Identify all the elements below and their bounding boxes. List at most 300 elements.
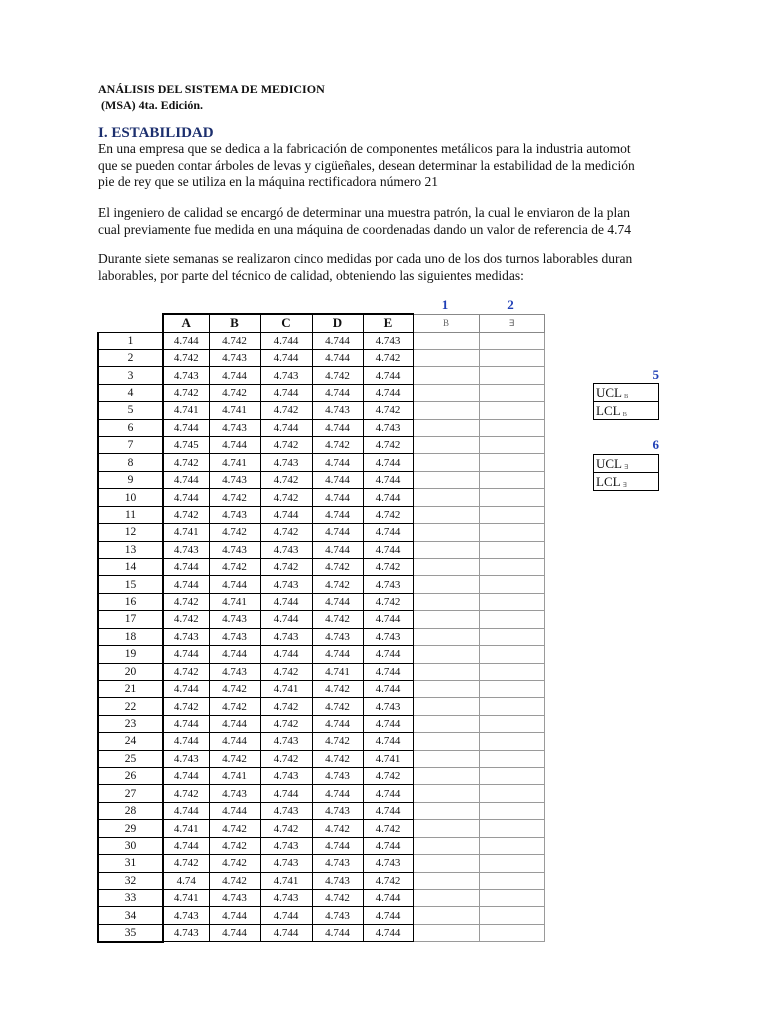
measurement-cell: 4.744 [260, 611, 312, 628]
limit-label: UCL [596, 384, 622, 400]
measurement-cell: 4.742 [163, 506, 209, 523]
measurement-cell: 4.744 [312, 419, 363, 436]
header-row [98, 314, 544, 332]
limits-marker-6: 6 [652, 437, 659, 452]
measurement-cell: 4.745 [163, 437, 209, 454]
measurement-cell: 4.741 [163, 524, 209, 541]
measurement-cell: 4.742 [209, 698, 260, 715]
measurement-cell: 4.744 [312, 471, 363, 488]
table-row [98, 698, 544, 715]
table-row [98, 715, 544, 732]
column-header-xbar: B [413, 314, 479, 332]
measurement-cell: 4.742 [260, 715, 312, 732]
measurement-cell: 4.742 [209, 750, 260, 767]
measurement-cell: 4.742 [163, 454, 209, 471]
range-cell [479, 332, 544, 349]
range-cell [479, 680, 544, 697]
xbar-cell [413, 506, 479, 523]
measurement-cell: 4.744 [209, 907, 260, 924]
table-row [98, 558, 544, 575]
measurement-cell: 4.741 [209, 768, 260, 785]
measurement-cell: 4.742 [209, 820, 260, 837]
measurement-cell: 4.742 [363, 558, 413, 575]
measurement-cell: 4.743 [163, 541, 209, 558]
measurement-cell: 4.744 [163, 715, 209, 732]
measurement-cell: 4.744 [260, 506, 312, 523]
measurement-cell: 4.744 [163, 646, 209, 663]
measurement-cell: 4.743 [209, 349, 260, 366]
table-row [98, 785, 544, 802]
measurement-cell: 4.743 [260, 733, 312, 750]
measurement-cell: 4.743 [209, 663, 260, 680]
measurement-cell: 4.744 [363, 890, 413, 907]
paragraph-line: pie de rey que se utiliza en la máquina rectificadora número 21 [98, 174, 438, 190]
range-cell [479, 419, 544, 436]
measurement-cell: 4.744 [209, 715, 260, 732]
measurement-cell: 4.742 [260, 524, 312, 541]
measurement-cell: 4.744 [260, 785, 312, 802]
paragraph-line: El ingeniero de calidad se encargó de determinar una muestra patrón, la cual le enviaron de la plan [98, 205, 631, 220]
measurement-cell: 4.742 [260, 437, 312, 454]
row-number-cell: 33 [98, 890, 163, 907]
measurement-cell: 4.742 [260, 558, 312, 575]
measurement-cell: 4.744 [363, 802, 413, 819]
paragraph-line: Durante siete semanas se realizaron cinco medidas por cada uno de los dos turnos laborables duran [98, 251, 633, 266]
measurement-cell: 4.743 [163, 628, 209, 645]
column-marker-2: 2 [507, 297, 514, 312]
column-header-range: ∃ [479, 314, 544, 332]
column-header-e: E [363, 314, 413, 332]
range-cell [479, 890, 544, 907]
column-header-c: C [260, 314, 312, 332]
xbar-cell [413, 680, 479, 697]
measurement-cell: 4.743 [209, 890, 260, 907]
row-number-cell: 4 [98, 384, 163, 401]
measurement-cell: 4.743 [312, 768, 363, 785]
xbar-cell [413, 454, 479, 471]
table-row [98, 628, 544, 645]
measurement-cell: 4.744 [363, 384, 413, 401]
range-cell [479, 506, 544, 523]
document-subtitle: (MSA) 4ta. Edición. [98, 98, 203, 112]
measurement-cell: 4.742 [163, 384, 209, 401]
measurement-cell: 4.742 [209, 489, 260, 506]
measurement-cell: 4.743 [260, 367, 312, 384]
xbar-cell [413, 419, 479, 436]
measurement-cell: 4.744 [363, 367, 413, 384]
measurement-cell: 4.743 [163, 907, 209, 924]
measurement-cell: 4.744 [363, 611, 413, 628]
measurement-cell: 4.742 [312, 576, 363, 593]
range-cell [479, 872, 544, 889]
xbar-cell [413, 437, 479, 454]
xbar-cell [413, 558, 479, 575]
measurement-cell: 4.744 [260, 332, 312, 349]
xbar-cell [413, 576, 479, 593]
measurement-cell: 4.743 [260, 768, 312, 785]
measurement-cell: 4.744 [209, 733, 260, 750]
range-cell [479, 768, 544, 785]
measurement-cell: 4.742 [363, 872, 413, 889]
range-cell [479, 454, 544, 471]
table-row [98, 855, 544, 872]
measurement-cell: 4.744 [163, 802, 209, 819]
limit-subscript: B [624, 392, 629, 400]
xbar-cell [413, 872, 479, 889]
measurement-cell: 4.743 [209, 506, 260, 523]
ucl-cell [594, 455, 659, 473]
table-row [98, 750, 544, 767]
measurement-cell: 4.741 [209, 454, 260, 471]
measurement-cell: 4.744 [312, 785, 363, 802]
row-number-cell: 18 [98, 628, 163, 645]
ucl-cell [594, 384, 659, 402]
measurement-cell: 4.744 [209, 367, 260, 384]
row-number-cell: 7 [98, 437, 163, 454]
measurement-cell: 4.743 [363, 698, 413, 715]
measurement-cell: 4.742 [260, 489, 312, 506]
measurement-cell: 4.74 [163, 872, 209, 889]
range-cell [479, 750, 544, 767]
measurement-cell: 4.742 [363, 437, 413, 454]
measurement-cell: 4.743 [312, 872, 363, 889]
row-number-cell: 2 [98, 349, 163, 366]
measurement-cell: 4.744 [209, 802, 260, 819]
measurement-cell: 4.744 [312, 837, 363, 854]
measurement-cell: 4.744 [163, 680, 209, 697]
measurement-cell: 4.744 [363, 680, 413, 697]
table-row [98, 419, 544, 436]
measurement-cell: 4.743 [163, 924, 209, 941]
measurement-cell: 4.742 [163, 349, 209, 366]
measurement-cell: 4.743 [312, 402, 363, 419]
measurement-cell: 4.742 [209, 837, 260, 854]
measurement-cell: 4.742 [363, 593, 413, 610]
row-number-cell: 26 [98, 768, 163, 785]
measurement-cell: 4.743 [209, 785, 260, 802]
measurement-cell: 4.744 [163, 419, 209, 436]
table-row [98, 611, 544, 628]
lcl-cell [594, 402, 659, 420]
row-number-cell: 21 [98, 680, 163, 697]
xbar-cell [413, 349, 479, 366]
xbar-cell [413, 698, 479, 715]
row-number-cell: 12 [98, 524, 163, 541]
measurement-cell: 4.741 [163, 890, 209, 907]
row-number-cell: 23 [98, 715, 163, 732]
ucl-row [594, 384, 659, 402]
measurement-cell: 4.742 [312, 437, 363, 454]
measurement-cell: 4.742 [260, 698, 312, 715]
row-number-cell: 22 [98, 698, 163, 715]
range-cell [479, 576, 544, 593]
xbar-cell [413, 489, 479, 506]
xbar-cell [413, 907, 479, 924]
measurement-cell: 4.742 [163, 698, 209, 715]
measurement-cell: 4.744 [312, 384, 363, 401]
range-cell [479, 437, 544, 454]
measurement-cell: 4.744 [260, 419, 312, 436]
range-cell [479, 541, 544, 558]
table-row [98, 471, 544, 488]
measurement-cell: 4.744 [312, 349, 363, 366]
table-row [98, 872, 544, 889]
limit-subscript: ∃ [624, 463, 629, 471]
measurement-cell: 4.742 [312, 367, 363, 384]
measurement-cell: 4.743 [260, 802, 312, 819]
row-number-cell: 5 [98, 402, 163, 419]
measurement-cell: 4.742 [312, 733, 363, 750]
measurement-cell: 4.744 [363, 837, 413, 854]
table-row [98, 349, 544, 366]
range-cell [479, 558, 544, 575]
paragraph-measurements [98, 251, 660, 284]
table-row [98, 924, 544, 941]
range-cell [479, 907, 544, 924]
measurement-cell: 4.742 [260, 663, 312, 680]
measurement-cell: 4.742 [163, 785, 209, 802]
measurement-cell: 4.744 [260, 924, 312, 941]
measurement-cell: 4.744 [312, 489, 363, 506]
table-row [98, 367, 544, 384]
measurement-cell: 4.742 [209, 558, 260, 575]
xbar-cell [413, 611, 479, 628]
measurement-cell: 4.742 [209, 384, 260, 401]
table-row [98, 837, 544, 854]
row-number-cell: 31 [98, 855, 163, 872]
measurement-cell: 4.743 [209, 628, 260, 645]
measurement-cell: 4.742 [209, 524, 260, 541]
measurement-cell: 4.742 [312, 680, 363, 697]
measurement-cell: 4.742 [312, 820, 363, 837]
xbar-cell [413, 785, 479, 802]
measurement-cell: 4.741 [163, 402, 209, 419]
range-cell [479, 820, 544, 837]
measurement-table [97, 313, 545, 943]
row-number-cell: 34 [98, 907, 163, 924]
table-row [98, 680, 544, 697]
measurement-cell: 4.743 [363, 628, 413, 645]
xbar-cell [413, 820, 479, 837]
measurement-cell: 4.743 [209, 419, 260, 436]
xbar-cell [413, 402, 479, 419]
measurement-cell: 4.744 [363, 541, 413, 558]
measurement-cell: 4.744 [363, 907, 413, 924]
range-cell [479, 785, 544, 802]
measurement-cell: 4.744 [209, 437, 260, 454]
measurement-cell: 4.743 [209, 541, 260, 558]
range-cell [479, 611, 544, 628]
row-number-cell: 6 [98, 419, 163, 436]
limit-subscript: ∃ [622, 481, 627, 489]
column-header-a: A [163, 314, 209, 332]
table-row [98, 733, 544, 750]
measurement-cell: 4.744 [363, 663, 413, 680]
row-number-cell: 8 [98, 454, 163, 471]
measurement-cell: 4.742 [209, 855, 260, 872]
measurement-cell: 4.743 [260, 628, 312, 645]
section-heading: I. ESTABILIDAD [98, 125, 214, 141]
table-row [98, 907, 544, 924]
table-row [98, 489, 544, 506]
measurement-cell: 4.742 [260, 402, 312, 419]
table-row [98, 524, 544, 541]
xbar-cell [413, 768, 479, 785]
row-number-cell: 27 [98, 785, 163, 802]
measurement-cell: 4.744 [312, 715, 363, 732]
measurement-cell: 4.743 [163, 750, 209, 767]
limit-label: LCL [596, 473, 621, 489]
row-number-cell: 11 [98, 506, 163, 523]
measurement-cell: 4.742 [312, 611, 363, 628]
measurement-cell: 4.744 [260, 646, 312, 663]
measurement-cell: 4.741 [209, 593, 260, 610]
paragraph-line: En una empresa que se dedica a la fabricación de componentes metálicos para la industria automot [98, 141, 631, 156]
measurement-cell: 4.742 [312, 890, 363, 907]
range-cell [479, 471, 544, 488]
measurement-cell: 4.744 [260, 907, 312, 924]
measurement-cell: 4.742 [260, 471, 312, 488]
table-row [98, 593, 544, 610]
range-cell [479, 663, 544, 680]
row-number-cell: 20 [98, 663, 163, 680]
range-cell [479, 802, 544, 819]
xbar-cell [413, 890, 479, 907]
column-header-d: D [312, 314, 363, 332]
measurement-cell: 4.741 [363, 750, 413, 767]
row-number-cell: 9 [98, 471, 163, 488]
measurement-cell: 4.744 [363, 471, 413, 488]
limits-marker-5: 5 [652, 367, 659, 382]
paragraph-line: cual previamente fue medida en una máquina de coordenadas dando un valor de referencia de 4.74 [98, 221, 632, 237]
measurement-cell: 4.743 [363, 576, 413, 593]
measurement-cell: 4.742 [363, 820, 413, 837]
xbar-cell [413, 733, 479, 750]
row-number-cell: 24 [98, 733, 163, 750]
table-row [98, 576, 544, 593]
table-row [98, 506, 544, 523]
row-number-cell: 32 [98, 872, 163, 889]
measurement-cell: 4.741 [260, 680, 312, 697]
row-number-cell: 1 [98, 332, 163, 349]
measurement-cell: 4.744 [363, 524, 413, 541]
measurement-cell: 4.744 [209, 924, 260, 941]
measurement-cell: 4.743 [363, 332, 413, 349]
measurement-cell: 4.742 [312, 558, 363, 575]
row-number-cell: 30 [98, 837, 163, 854]
measurement-cell: 4.743 [363, 419, 413, 436]
measurement-cell: 4.744 [260, 384, 312, 401]
measurement-cell: 4.744 [163, 733, 209, 750]
measurement-cell: 4.744 [163, 471, 209, 488]
measurement-cell: 4.743 [209, 471, 260, 488]
measurement-cell: 4.743 [260, 541, 312, 558]
measurement-cell: 4.744 [209, 646, 260, 663]
table-row [98, 541, 544, 558]
xbar-limits-box [593, 383, 659, 420]
xbar-cell [413, 332, 479, 349]
measurement-cell: 4.744 [312, 524, 363, 541]
range-cell [479, 715, 544, 732]
xbar-cell [413, 924, 479, 941]
measurement-cell: 4.742 [363, 506, 413, 523]
measurement-cell: 4.744 [312, 541, 363, 558]
measurement-cell: 4.744 [163, 768, 209, 785]
paragraph-line: que se pueden contar árboles de levas y cigüeñales, desean determinar la estabilidad de la medición [98, 157, 635, 173]
xbar-cell [413, 663, 479, 680]
measurement-cell: 4.744 [363, 715, 413, 732]
range-cell [479, 384, 544, 401]
measurement-cell: 4.744 [363, 646, 413, 663]
table-row [98, 768, 544, 785]
table-row [98, 890, 544, 907]
measurement-cell: 4.742 [363, 402, 413, 419]
table-row [98, 437, 544, 454]
limit-subscript: B [622, 410, 627, 418]
measurement-cell: 4.744 [312, 506, 363, 523]
xbar-cell [413, 715, 479, 732]
xbar-cell [413, 837, 479, 854]
measurement-cell: 4.744 [312, 646, 363, 663]
range-cell [479, 733, 544, 750]
range-cell [479, 349, 544, 366]
measurement-cell: 4.744 [209, 576, 260, 593]
table-row [98, 802, 544, 819]
row-number-cell: 3 [98, 367, 163, 384]
xbar-cell [413, 855, 479, 872]
measurement-cell: 4.742 [363, 349, 413, 366]
measurement-cell: 4.742 [209, 680, 260, 697]
range-limits-box [593, 454, 659, 491]
table-row [98, 402, 544, 419]
measurement-cell: 4.743 [312, 855, 363, 872]
paragraph-intro [98, 141, 660, 191]
measurement-cell: 4.744 [312, 332, 363, 349]
range-cell [479, 489, 544, 506]
xbar-cell [413, 541, 479, 558]
measurement-cell: 4.744 [163, 837, 209, 854]
measurement-cell: 4.743 [260, 454, 312, 471]
table-row [98, 663, 544, 680]
row-number-cell: 16 [98, 593, 163, 610]
measurement-cell: 4.741 [312, 663, 363, 680]
xbar-cell [413, 750, 479, 767]
lcl-cell [594, 473, 659, 491]
table-row [98, 820, 544, 837]
measurement-cell: 4.744 [312, 454, 363, 471]
measurement-cell: 4.743 [312, 802, 363, 819]
xbar-cell [413, 384, 479, 401]
measurement-cell: 4.743 [163, 367, 209, 384]
xbar-cell [413, 802, 479, 819]
row-number-cell: 13 [98, 541, 163, 558]
range-cell [479, 855, 544, 872]
table-row [98, 646, 544, 663]
range-cell [479, 593, 544, 610]
row-number-cell: 14 [98, 558, 163, 575]
lcl-row [594, 402, 659, 420]
measurement-cell: 4.744 [312, 924, 363, 941]
measurement-cell: 4.742 [209, 332, 260, 349]
column-marker-1: 1 [441, 297, 449, 312]
table-row [98, 454, 544, 471]
range-cell [479, 837, 544, 854]
measurement-cell: 4.742 [209, 872, 260, 889]
measurement-cell: 4.743 [209, 611, 260, 628]
measurement-cell: 4.744 [163, 558, 209, 575]
measurement-cell: 4.742 [163, 855, 209, 872]
range-cell [479, 924, 544, 941]
